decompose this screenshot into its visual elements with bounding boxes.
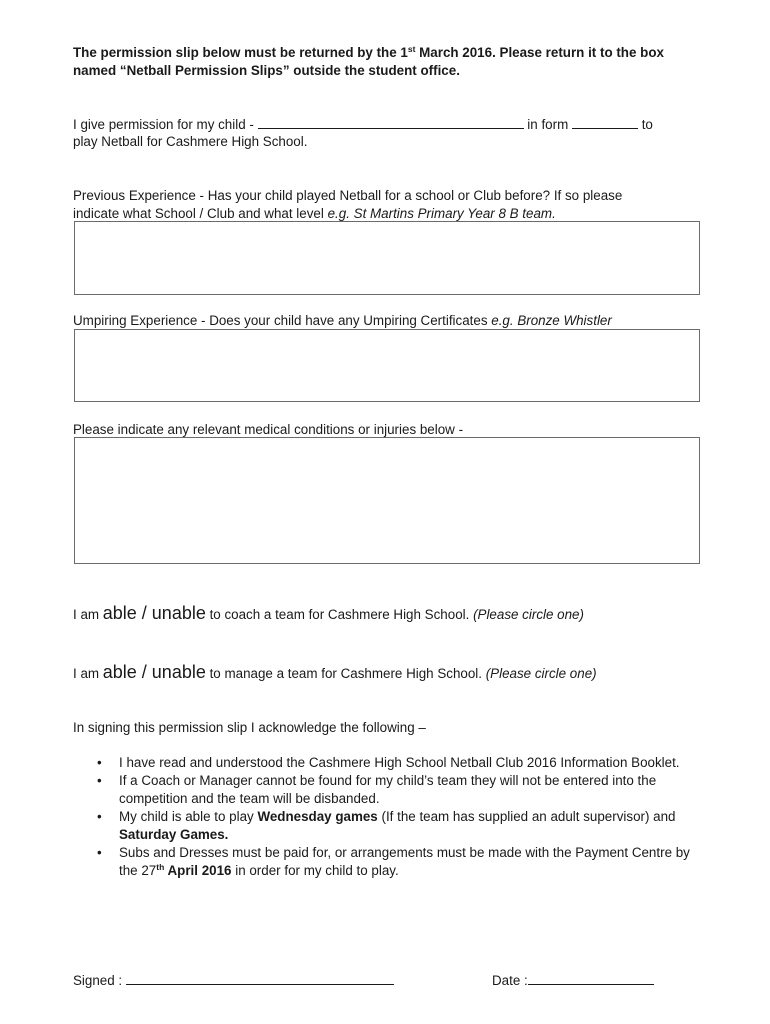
acknowledge-item-2: If a Coach or Manager cannot be found for my child’s team they will not be entered into the competition and the team will be disbanded. [119,773,657,806]
date-line [492,971,654,990]
acknowledge-intro: In signing this permission slip I acknowledge the following – [73,720,426,735]
date-field[interactable] [528,971,654,985]
umpiring-box[interactable] [74,329,700,402]
acknowledge-list [73,754,693,880]
manage-line [73,661,597,685]
coach-note: (Please circle one) [473,607,584,622]
bullet-icon: • [97,773,102,788]
permission-prefix: I give permission for my child - [73,117,254,132]
permission-line [73,115,653,134]
acknowledge-item-4-sup: th [156,862,165,872]
list-item [73,754,693,772]
list-item [73,844,693,880]
medical-label: Please indicate any relevant medical conditions or injuries below - [73,422,464,437]
manage-prefix: I am [73,666,103,681]
notice-line-1 [73,44,664,62]
acknowledge-item-1: I have read and understood the Cashmere High School Netball Club 2016 Information Booklet. [119,755,680,770]
acknowledge-item-4b: April 2016 [164,863,232,878]
acknowledge-item-4a: Subs and Dresses must be paid for, or arrangements must be made with the Payment Centre by the 27 [119,845,690,878]
previous-experience-box[interactable] [74,221,700,295]
acknowledge-item-3a: My child is able to play [119,809,258,824]
date-label: Date : [492,973,528,988]
signed-label: Signed : [73,973,123,988]
to-label: to [641,117,653,132]
manage-suffix: to manage a team for Cashmere High School. [205,666,486,681]
notice-line-2: named “Netball Permission Slips” outside the student office. [73,63,460,78]
coach-suffix: to coach a team for Cashmere High School. [205,607,474,622]
form-label: in form [527,117,569,132]
notice-text-b: March 2016. Please return it to the box [415,45,664,60]
previous-experience-example: e.g. St Martins Primary Year 8 B team. [327,206,556,221]
medical-box[interactable] [74,437,700,564]
umpiring-example: e.g. Bronze Whistler [491,313,612,328]
coach-line [73,602,584,626]
umpiring-text: Umpiring Experience - Does your child have any Umpiring Certificates [73,313,492,328]
previous-experience-text: indicate what School / Club and what level [73,206,328,221]
bullet-icon: • [97,845,102,860]
manage-choice[interactable]: able / unable [102,662,206,682]
acknowledge-item-3d: Saturday Games. [119,827,229,842]
coach-prefix: I am [73,607,103,622]
bullet-icon: • [97,755,102,770]
list-item [73,772,693,808]
notice-text-a: The permission slip below must be returned by the 1 [73,45,408,60]
acknowledge-item-3b: Wednesday games [257,809,378,824]
coach-choice[interactable]: able / unable [102,603,206,623]
form-field[interactable] [572,115,638,129]
previous-experience-question: Previous Experience - Has your child played Netball for a school or Club before? If so please [73,188,623,203]
list-item [73,808,693,844]
acknowledge-item-4c: in order for my child to play. [231,863,399,878]
umpiring-question [73,312,612,330]
acknowledge-item-3c: (If the team has supplied an adult supervisor) and [377,809,676,824]
child-name-field[interactable] [258,115,524,129]
notice-sup: st [407,44,416,54]
permission-line-2: play Netball for Cashmere High School. [73,134,308,149]
bullet-icon: • [97,809,102,824]
signature-field[interactable] [126,971,394,985]
manage-note: (Please circle one) [485,666,597,681]
signature-line [73,971,394,990]
